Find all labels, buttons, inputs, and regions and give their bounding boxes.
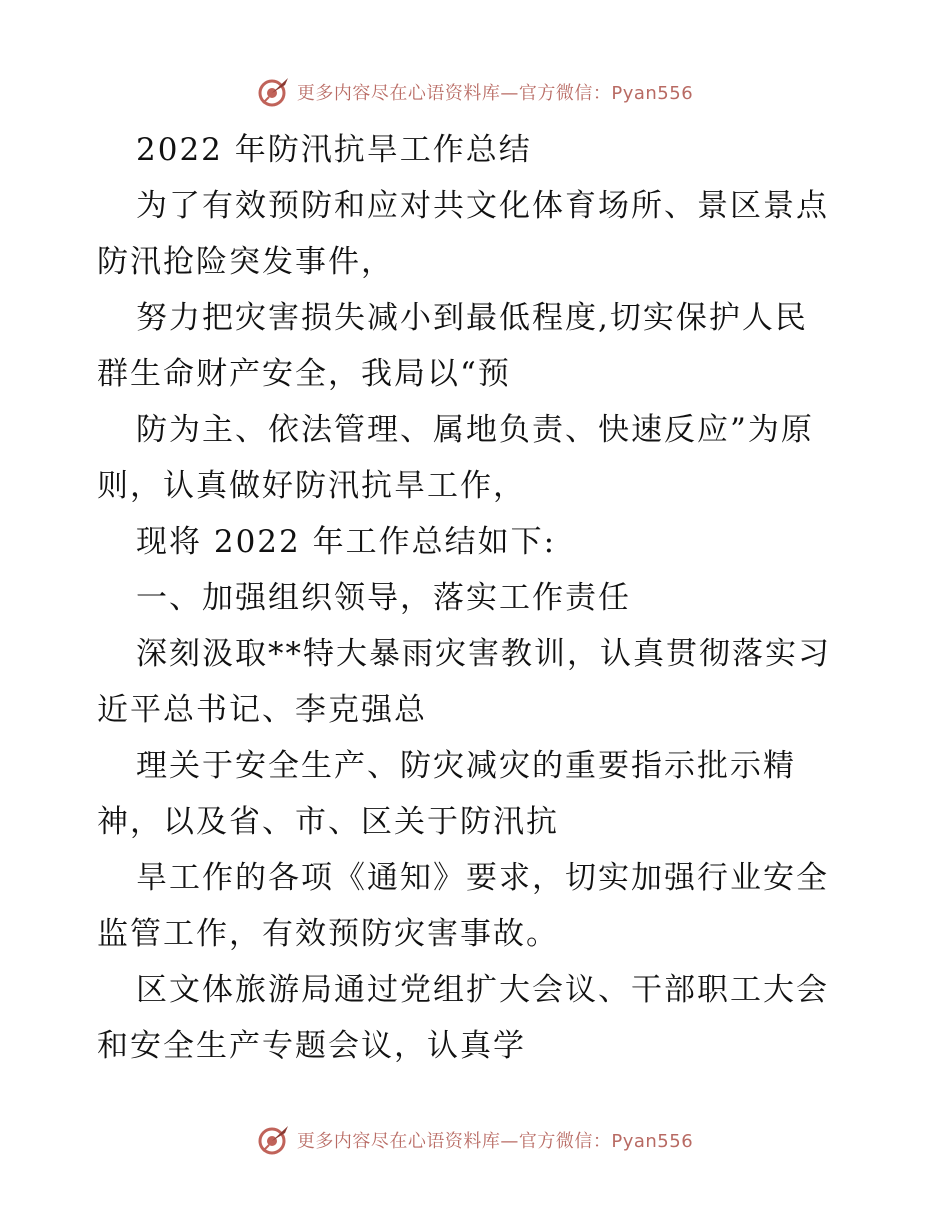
quill-seal-icon <box>257 1123 291 1157</box>
paragraph-line: 为了有效预防和应对共文化体育场所、景区景点 <box>136 188 829 224</box>
paragraph-line: 则，认真做好防汛抗旱工作， <box>97 468 526 504</box>
paragraph-line: 现将 2022 年工作总结如下: <box>136 524 557 560</box>
footer-banner <box>0 1118 950 1162</box>
footer-banner-text: 更多内容尽在心语资料库—官方微信：Pyan556 <box>296 1131 694 1152</box>
quill-seal-icon <box>257 75 291 109</box>
header-banner-text: 更多内容尽在心语资料库—官方微信：Pyan556 <box>296 83 694 104</box>
header-banner <box>0 70 950 114</box>
paragraph-line: 监管工作，有效预防灾害事故。 <box>97 916 559 952</box>
paragraph-line: 神，以及省、市、区关于防汛抗 <box>97 804 559 840</box>
paragraph-line: 理关于安全生产、防灾减灾的重要指示批示精 <box>136 748 796 784</box>
document-body <box>97 122 867 1074</box>
paragraph-line: 旱工作的各项《通知》要求，切实加强行业安全 <box>136 860 829 896</box>
paragraph-line: 防汛抢险突发事件， <box>97 244 394 280</box>
paragraph-line: 群生命财产安全，我局以“预 <box>97 356 511 392</box>
document-title: 2022 年防汛抗旱工作总结 <box>136 132 532 168</box>
section-heading: 一、加强组织领导，落实工作责任 <box>136 580 631 616</box>
paragraph-line: 区文体旅游局通过党组扩大会议、干部职工大会 <box>136 972 829 1008</box>
paragraph-line: 和安全生产专题会议，认真学 <box>97 1028 526 1064</box>
paragraph-line: 努力把灾害损失减小到最低程度,切实保护人民 <box>136 300 808 336</box>
paragraph-line: 近平总书记、李克强总 <box>97 692 427 728</box>
paragraph-line: 深刻汲取**特大暴雨灾害教训，认真贯彻落实习 <box>136 636 831 672</box>
paragraph-line: 防为主、依法管理、属地负责、快速反应”为原 <box>136 412 814 448</box>
